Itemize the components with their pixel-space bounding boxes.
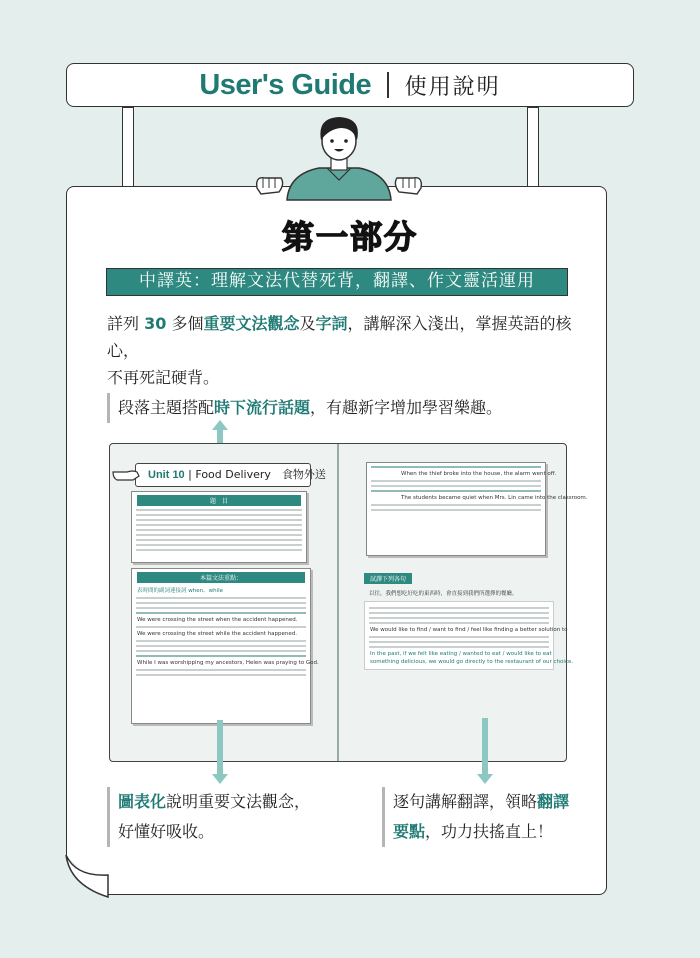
note-text: 好懂好吸收。 xyxy=(118,822,215,841)
topic-tag: 題 目 xyxy=(137,495,301,506)
intro-highlight: 字詞 xyxy=(315,314,348,333)
part-title: 第一部分 xyxy=(281,218,418,256)
note-text: 說明重要文法觀念， xyxy=(166,792,311,811)
unit-title-zh: 食物外送 xyxy=(281,468,326,481)
left-hanging-post xyxy=(122,107,134,193)
translation-block xyxy=(364,570,574,720)
guide-header-sign xyxy=(66,63,634,107)
translation-tag: 試譯下列各句 xyxy=(364,573,412,584)
intro-text: 多個 xyxy=(166,314,204,333)
pointing-hand-icon xyxy=(111,464,141,484)
header-title-en: User's Guide xyxy=(199,68,372,101)
unit-title: Food Delivery xyxy=(195,468,271,481)
intro-text: 不再死記硬背。 xyxy=(107,368,220,387)
topic-block xyxy=(131,491,307,563)
person-illustration-icon xyxy=(249,114,429,200)
part-banner: 中譯英：理解文法代替死背，翻譯、作文靈活運用 xyxy=(106,268,568,296)
translation-answer: In the past, if we felt like eating / wanted to eat / would like to eat xyxy=(370,651,552,657)
unit-number: Unit 10 xyxy=(148,469,185,481)
note-text: 逐句講解翻譯，領略 xyxy=(393,792,538,811)
right-example-2: The students became quiet when Mrs. Lin came into the classroom. xyxy=(401,495,588,501)
note-text: ，有趣新字增加學習樂趣。 xyxy=(310,398,503,417)
right-hanging-post xyxy=(527,107,539,193)
arrow-down-icon xyxy=(212,720,228,784)
note-highlight: 要點 xyxy=(393,822,426,841)
intro-paragraph xyxy=(107,310,577,391)
header-title-zh: 使用說明 xyxy=(404,74,501,100)
note-highlight: 翻譯 xyxy=(537,792,570,811)
grammar-example-1: We were crossing the street when the accident happened. xyxy=(137,617,298,623)
note-highlight: 時下流行話題 xyxy=(214,398,311,417)
note-text: ，功力扶搖直上！ xyxy=(425,822,554,841)
book-spine xyxy=(337,444,339,761)
intro-text: 詳列 xyxy=(107,314,145,333)
note-translation xyxy=(382,787,582,847)
example-table-block xyxy=(366,462,588,556)
intro-count: 30 xyxy=(144,314,167,333)
translation-answer: something delicious, we would go directly to the restaurant of our choice. xyxy=(370,659,574,665)
note-highlight: 圖表化 xyxy=(118,792,167,811)
header-divider xyxy=(387,72,389,98)
translation-question: 以往，我們想吃好吃的東西時，會直接到我們所選擇的餐廳。 xyxy=(369,591,518,597)
grammar-tag: 本篇文法重點： xyxy=(137,572,305,583)
intro-text: 及 xyxy=(299,314,316,333)
page-fold-corner xyxy=(66,855,108,897)
note-chart xyxy=(107,787,327,847)
unit-label: Unit 10 | Food Delivery 食物外送 xyxy=(135,463,311,487)
note-text: 段落主題搭配 xyxy=(118,398,215,417)
grammar-example-2: We were crossing the street while the accident happened. xyxy=(137,631,298,637)
translation-answer-line: We would like to find / want to find / feel like finding a better solution to xyxy=(370,627,568,633)
arrow-down-icon xyxy=(477,718,493,784)
intro-highlight: 重要文法觀念 xyxy=(203,314,300,333)
right-example-1: When the thief broke into the house, the alarm went off. xyxy=(401,471,557,477)
grammar-example-3: While I was worshipping my ancestors, Helen was praying to God. xyxy=(137,660,319,666)
note-topic xyxy=(107,393,502,423)
grammar-block xyxy=(131,568,319,724)
grammar-subtitle: 表時間的副詞連接詞 when、while xyxy=(137,588,224,594)
intro-text: ，講解深入淺出，掌握英語的核心， xyxy=(107,314,572,360)
